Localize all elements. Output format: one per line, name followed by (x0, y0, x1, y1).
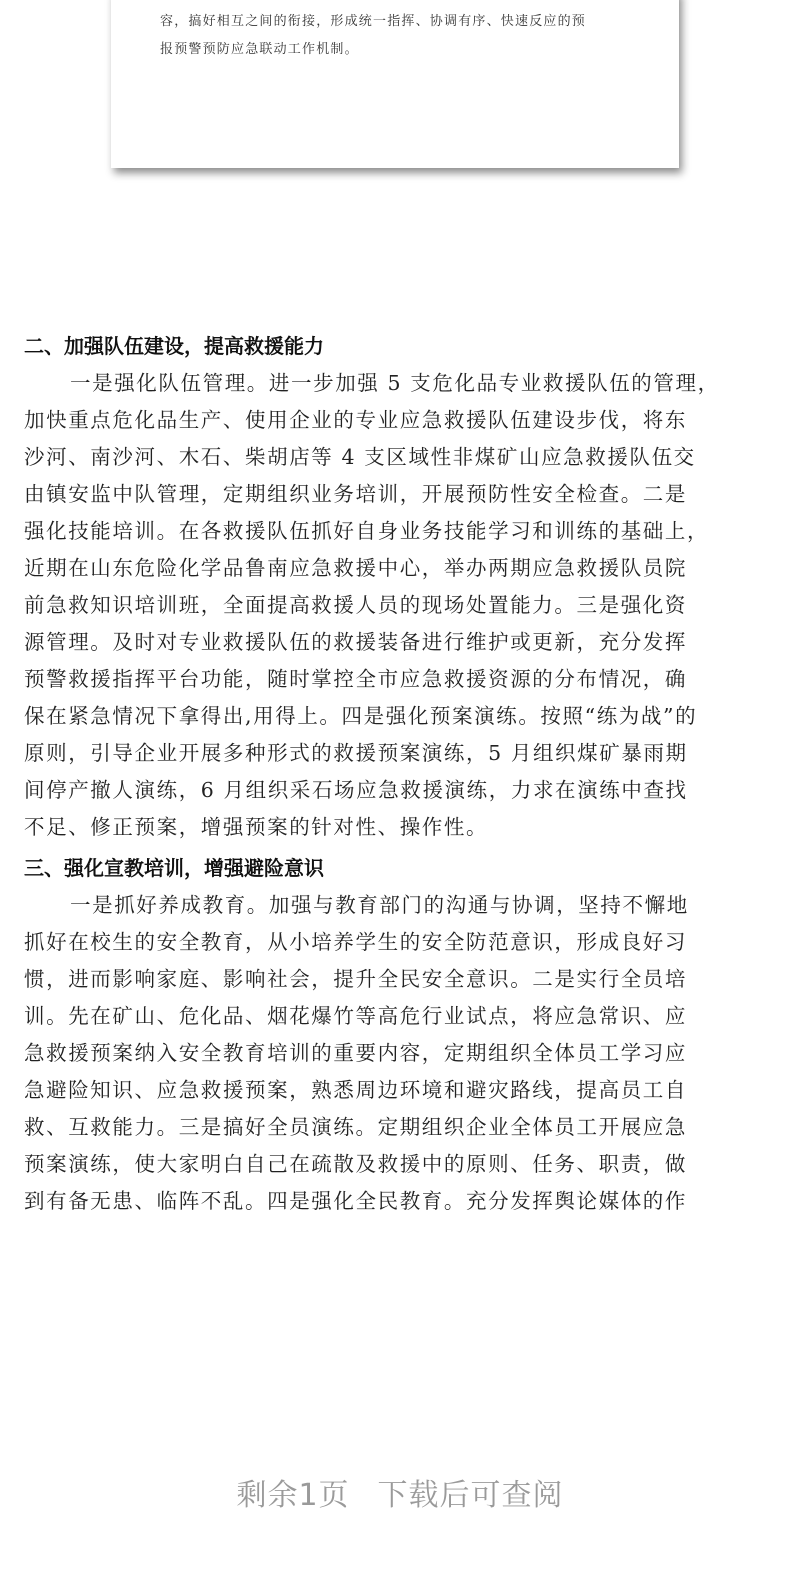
remaining-pages-label: 剩余1页 (236, 1478, 350, 1513)
paragraph-line: 沙河、南沙河、木石、柴胡店等 4 支区域性非煤矿山应急救援队伍交 (24, 445, 696, 469)
card-line: 容，搞好相互之间的衔接，形成统一指挥、协调有序、快速反应的预 (160, 14, 587, 29)
paragraph-line: 一是强化队伍管理。进一步加强 5 支危化品专业救援队伍的管理， (70, 371, 720, 395)
paragraph-line: 不足、修正预案，增强预案的针对性、操作性。 (24, 815, 489, 839)
paragraph-line: 前急救知识培训班，全面提高救援人员的现场处置能力。三是强化资 (24, 593, 687, 617)
paragraph-line: 惯，进而影响家庭、影响社会，提升全民安全意识。二是实行全员培 (24, 967, 687, 991)
paragraph-line: 保在紧急情况下拿得出,用得上。四是强化预案演练。按照“练为战”的 (24, 704, 698, 728)
paragraph-line: 救、互救能力。三是搞好全员演练。定期组织企业全体员工开展应急 (24, 1115, 687, 1139)
paragraph-line: 预警救援指挥平台功能，随时掌控全市应急救援资源的分布情况，确 (24, 667, 687, 691)
paragraph-line: 源管理。及时对专业救援队伍的救援装备进行维护或更新，充分发挥 (24, 630, 687, 654)
paragraph-line: 强化技能培训。在各救援队伍抓好自身业务技能学习和训练的基础上， (24, 519, 710, 543)
paragraph-line: 急救援预案纳入安全教育培训的重要内容，定期组织全体员工学习应 (24, 1041, 687, 1065)
paragraph-line: 到有备无患、临阵不乱。四是强化全民教育。充分发挥舆论媒体的作 (24, 1189, 687, 1213)
paragraph-line: 间停产撤人演练，6 月组织采石场应急救援演练，力求在演练中查找 (24, 778, 688, 802)
section-heading: 二、加强队伍建设，提高救援能力 (24, 334, 324, 358)
paragraph-line: 急避险知识、应急救援预案，熟悉周边环境和避灾路线，提高员工自 (24, 1078, 687, 1102)
paragraph-line: 加快重点危化品生产、使用企业的专业应急救援队伍建设步伐，将东 (24, 408, 687, 432)
paragraph-line: 训。先在矿山、危化品、烟花爆竹等高危行业试点，将应急常识、应 (24, 1004, 687, 1028)
card-line: 报预警预防应急联动工作机制。 (160, 42, 359, 57)
paragraph-line: 原则，引导企业开展多种形式的救援预案演练，5 月组织煤矿暴雨期 (24, 741, 688, 765)
paragraph-line: 由镇安监中队管理，定期组织业务培训，开展预防性安全检查。二是 (24, 482, 687, 506)
section-heading: 三、强化宣教培训，增强避险意识 (24, 856, 324, 880)
paragraph-line: 预案演练，使大家明白自己在疏散及救援中的原则、任务、职责，做 (24, 1152, 687, 1176)
paywall-footer[interactable] (0, 1470, 800, 1514)
paragraph-line: 一是抓好养成教育。加强与教育部门的沟通与协调，坚持不懈地 (70, 893, 689, 917)
download-hint[interactable]: 下载后可查阅 (377, 1478, 564, 1513)
preview-page-card (111, 0, 679, 168)
paragraph-line: 近期在山东危险化学品鲁南应急救援中心，举办两期应急救援队员院 (24, 556, 687, 580)
paragraph-line: 抓好在校生的安全教育，从小培养学生的安全防范意识，形成良好习 (24, 930, 687, 954)
document-body (24, 328, 794, 1220)
